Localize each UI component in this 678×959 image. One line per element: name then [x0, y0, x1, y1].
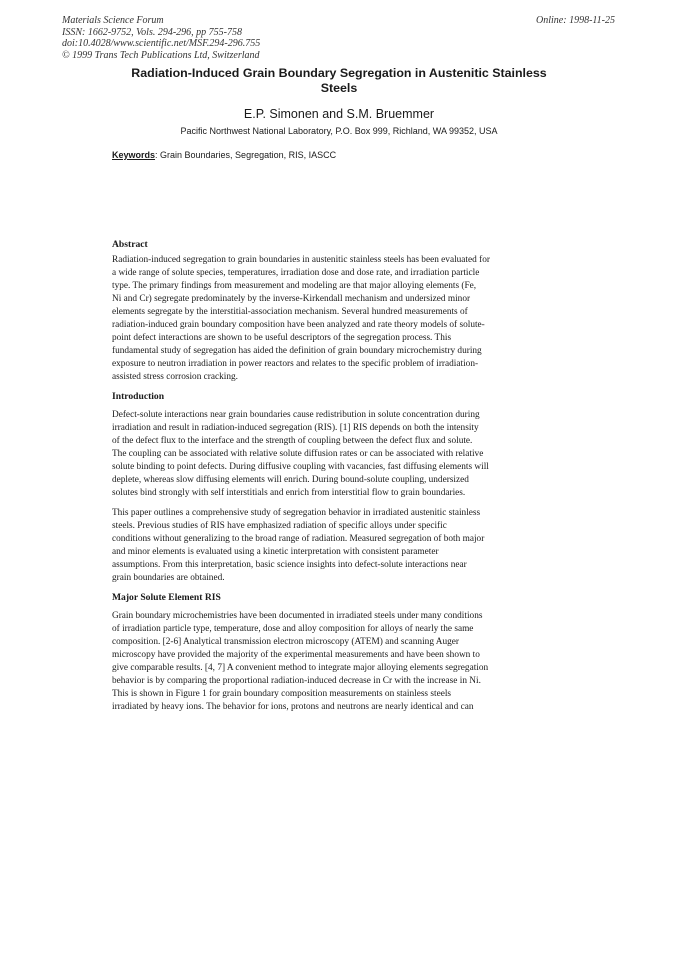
text-line: and minor elements is evaluated using a kinetic interpretation with consistent parameter — [112, 547, 439, 557]
abstract-paragraph — [112, 254, 562, 384]
major-solute-heading: Major Solute Element RIS — [112, 592, 221, 603]
text-line: This paper outlines a comprehensive study of segregation behavior in irradiated austenitic stainless — [112, 508, 481, 518]
text-line: Defect-solute interactions near grain boundaries cause redistribution in solute concentration during — [112, 410, 480, 420]
text-line: give comparable results. [4, 7] A convenient method to integrate major alloying elements segregation — [112, 663, 489, 673]
text-line: assumptions. From this interpretation, basic science insights into defect-solute interactions near — [112, 560, 467, 570]
copyright-line: © 1999 Trans Tech Publications Ltd, Switzerland — [62, 49, 260, 61]
text-line: Grain boundary microchemistries have been documented in irradiated steels under many conditions — [112, 611, 483, 621]
doi-line: doi:10.4028/www.scientific.net/MSF.294-296.755 — [62, 38, 261, 49]
text-line: elements segregate by the interstitial-association mechanism. Several hundred measurements of — [112, 307, 468, 317]
text-line: fundamental study of segregation has aided the definition of grain boundary microchemistry during — [112, 346, 482, 356]
text-line: Radiation-induced segregation to grain boundaries in austenitic stainless steels has been evaluated for — [112, 255, 490, 265]
major-solute-paragraph — [112, 610, 562, 714]
affiliation: Pacific Northwest National Laboratory, P.O. Box 999, Richland, WA 99352, USA — [180, 126, 498, 136]
text-line: The coupling can be associated with relative solute diffusion rates or can be associated with relative — [112, 449, 484, 459]
text-line: solutes bind strongly with self interstitials and enrich from interstitial flow to grain boundaries. — [112, 488, 466, 498]
text-line: a wide range of solute species, temperatures, irradiation dose and dose rate, and irradiation particle — [112, 268, 480, 278]
text-line: irradiated by heavy ions. The behavior for ions, protons and neutrons are nearly identical and can — [112, 702, 474, 712]
text-line: steels. Previous studies of RIS have emphasized radiation of specific alloys under specific — [112, 521, 447, 531]
text-line: deplete, whereas slow diffusing elements will enrich. During bound-solute coupling, undersized — [112, 475, 469, 485]
authors: E.P. Simonen and S.M. Bruemmer — [243, 107, 435, 121]
paper-title — [105, 66, 573, 95]
journal-name: Materials Science Forum — [62, 15, 164, 26]
issn-line: ISSN: 1662-9752, Vols. 294-296, pp 755-758 — [62, 26, 242, 38]
text-line: solute binding to point defects. During diffusive coupling with vacancies, fast diffusing elements will — [112, 462, 489, 472]
text-line: exposure to neutron irradiation in power reactors and relates to the specific problem of irradiation- — [112, 359, 479, 369]
keywords-text: : Grain Boundaries, Segregation, RIS, IASCC — [155, 150, 337, 160]
introduction-paragraph-2 — [112, 507, 562, 585]
text-line: microscopy have provided the majority of the experimental measurements and have been shown to — [112, 650, 480, 660]
paper-body — [112, 239, 562, 721]
text-line: This is shown in Figure 1 for grain boundary composition measurements on stainless steels — [112, 689, 452, 699]
keywords — [112, 150, 336, 160]
introduction-paragraph-1 — [112, 409, 562, 500]
text-line: irradiation and result in radiation-induced segregation (RIS). [1] RIS depends on both the intensity — [112, 423, 479, 433]
text-line: radiation-induced grain boundary composition have been analyzed and rate theory models of solute- — [112, 320, 485, 330]
keywords-label: Keywords — [112, 150, 156, 160]
text-line: type. The primary findings from measurement and modeling are that major alloying elements (Fe, — [112, 281, 477, 291]
text-line: point defect interactions are shown to be useful descriptors of the segregation process. This — [112, 333, 452, 343]
text-line: Ni and Cr) segregate predominately by the inverse-Kirkendall mechanism and undersized minor — [112, 294, 471, 304]
text-line: assisted stress corrosion cracking. — [112, 372, 238, 382]
introduction-heading: Introduction — [112, 391, 165, 402]
text-line: of irradiation particle type, temperature, dose and alloy composition for alloys of nearly the same — [112, 624, 474, 634]
online-date: Online: 1998-11-25 — [536, 15, 615, 26]
text-line: composition. [2-6] Analytical transmission electron microscopy (ATEM) and scanning Auger — [112, 637, 460, 647]
text-line: behavior is by comparing the proportional radiation-induced decrease in Cr with the increase in Ni. — [112, 676, 481, 686]
abstract-heading: Abstract — [112, 239, 148, 250]
title-line: Steels — [320, 80, 358, 95]
title-line: Radiation-Induced Grain Boundary Segregation in Austenitic Stainless — [131, 66, 547, 80]
text-line: conditions without generalizing to the broad range of radiation. Measured segregation of both major — [112, 534, 485, 544]
text-line: of the defect flux to the interface and the strength of coupling between the defect flux and solute. — [112, 436, 473, 446]
journal-header — [62, 15, 260, 61]
text-line: grain boundaries are obtained. — [112, 573, 225, 583]
